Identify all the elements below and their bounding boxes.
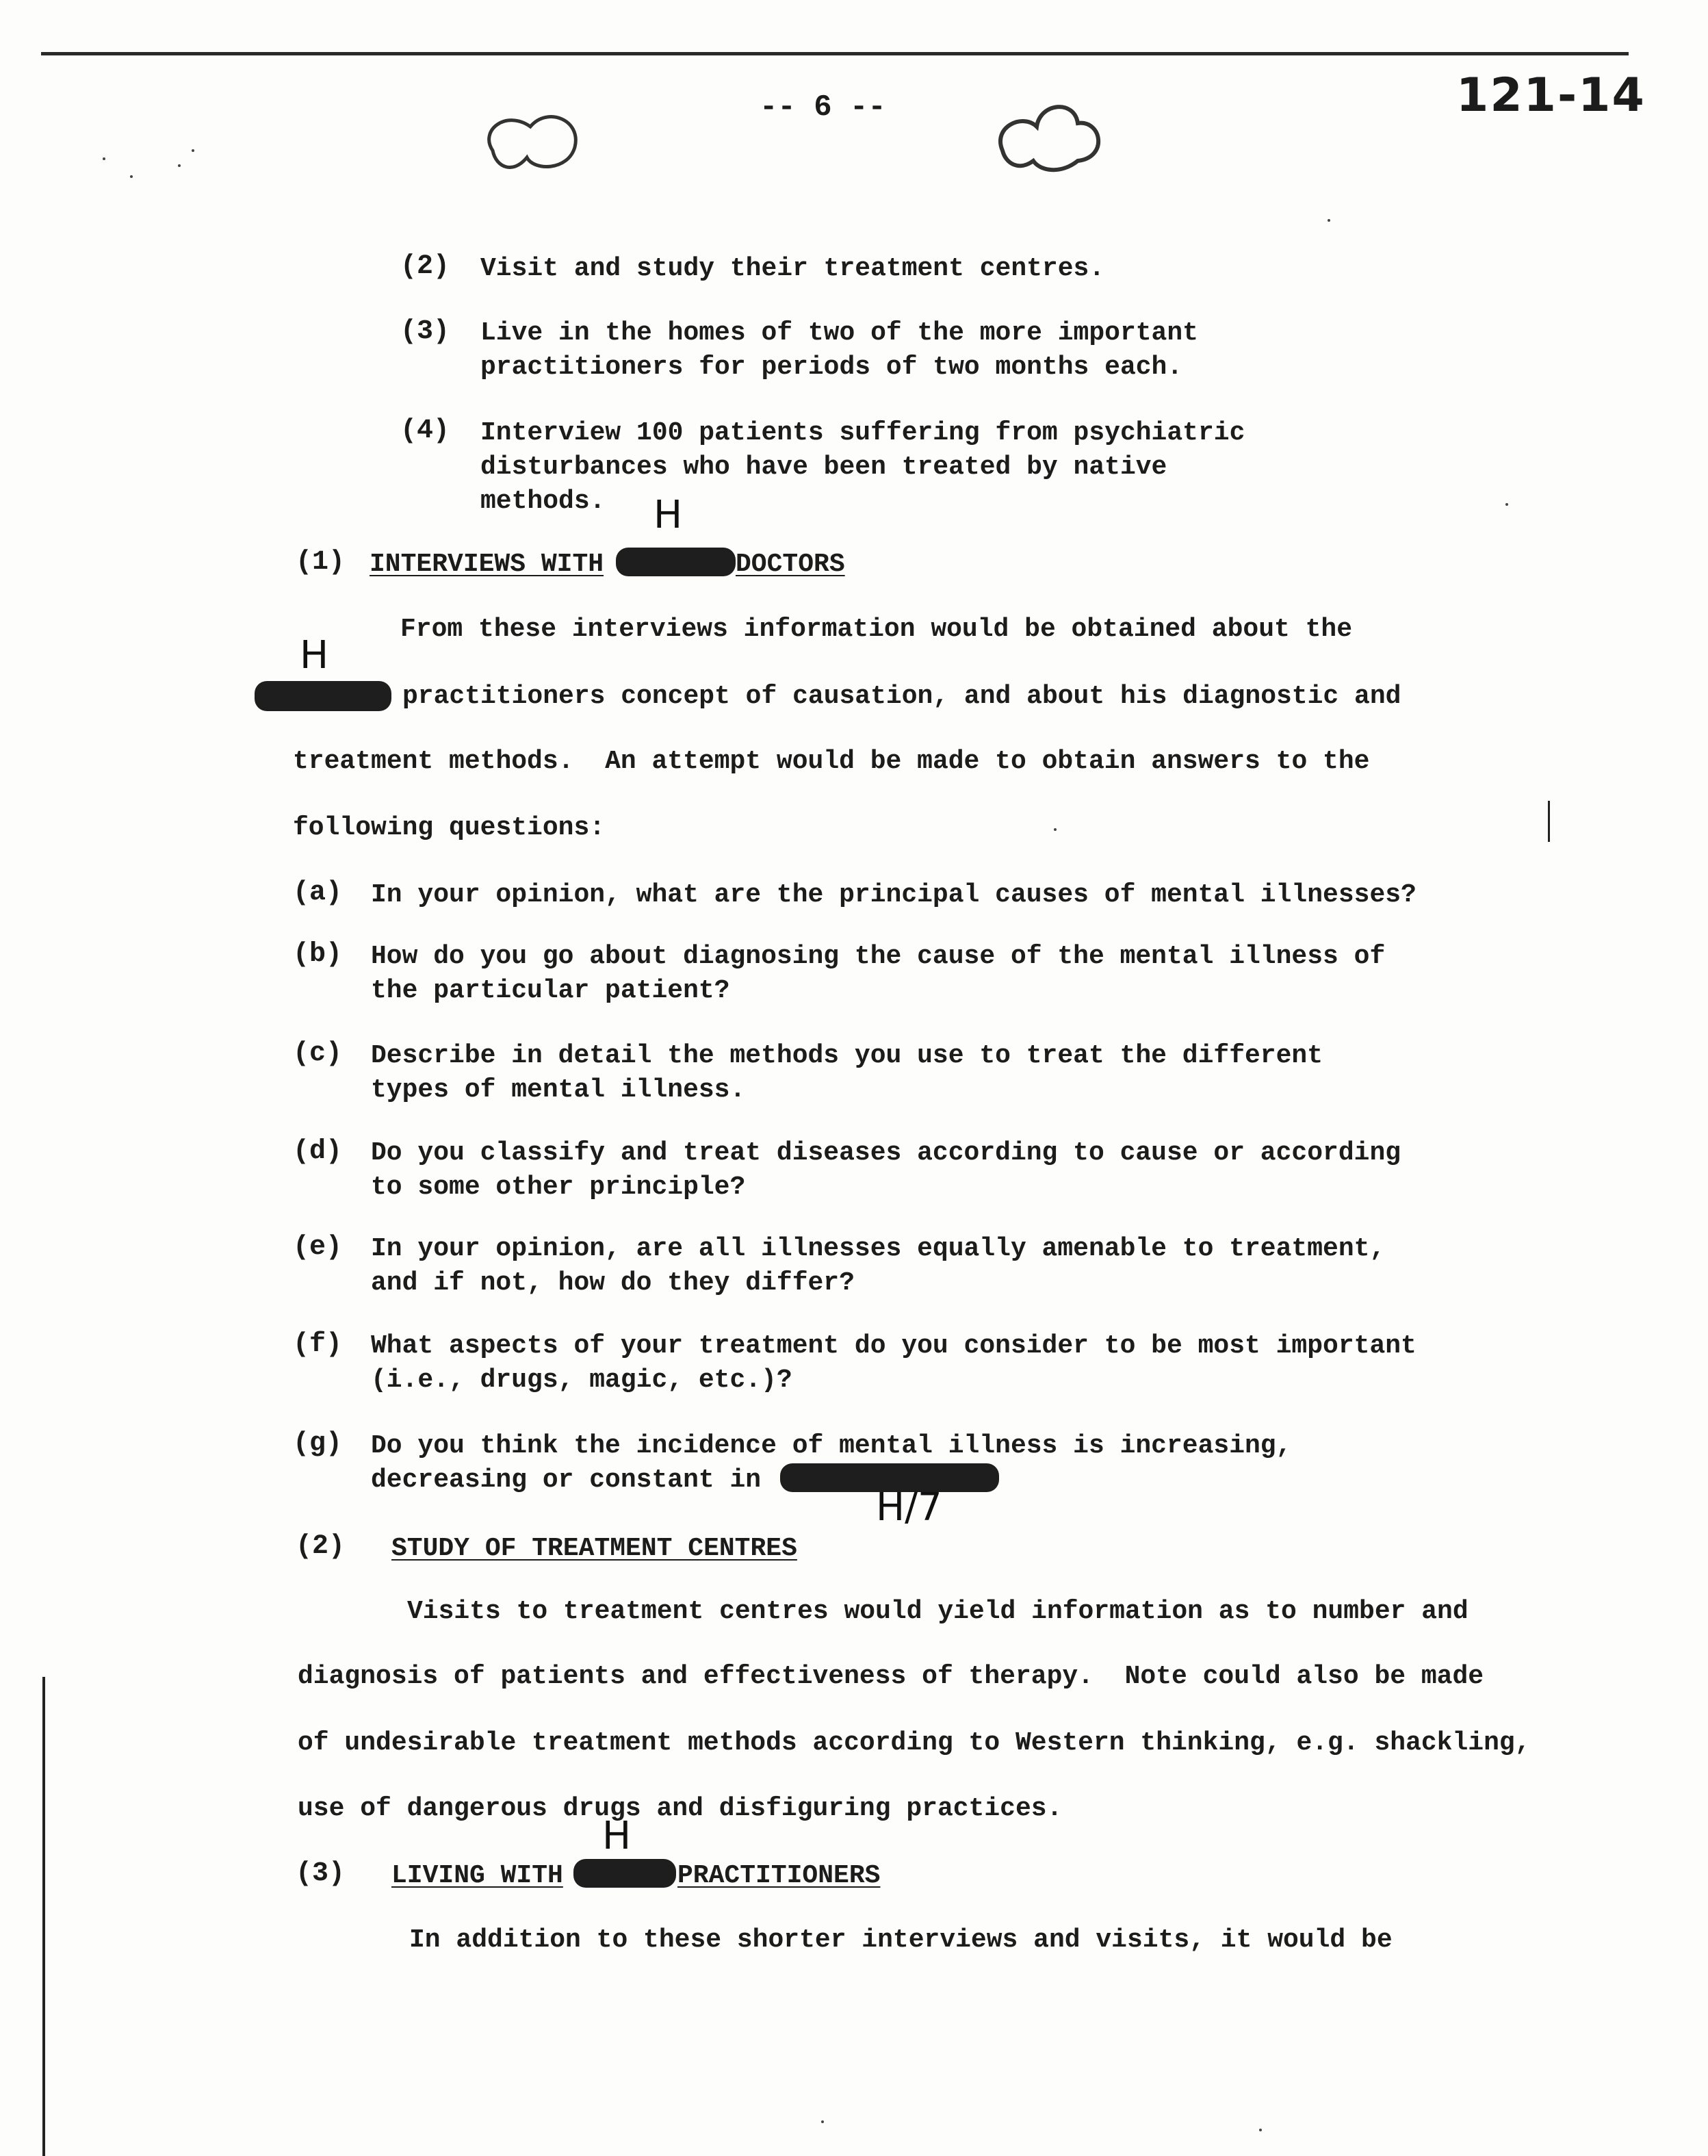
list-item-text: Live in the homes of two of the more important — [480, 318, 1198, 348]
paragraph-line: diagnosis of patients and effectiveness of therapy. Note could also be made — [298, 1662, 1484, 1691]
top-rule — [41, 52, 1629, 55]
list-item-text: practitioners for periods of two months each. — [480, 352, 1183, 382]
section-number: (1) — [296, 547, 346, 578]
section-number: (3) — [296, 1858, 346, 1889]
speck — [130, 175, 133, 178]
paragraph-line: of undesirable treatment methods according to Western thinking, e.g. shackling, — [298, 1728, 1531, 1758]
question-label: (d) — [293, 1136, 343, 1167]
question-label: (g) — [293, 1428, 343, 1459]
margin-mark — [1548, 801, 1550, 842]
paragraph-line: From these interviews information would be obtained about the — [400, 615, 1353, 644]
speck — [1054, 828, 1057, 831]
speck — [178, 164, 181, 167]
speck — [192, 149, 194, 152]
left-edge-rule — [42, 1677, 45, 2156]
page-number: -- 6 -- — [760, 90, 886, 125]
section-heading-part: PRACTITIONERS — [677, 1861, 881, 1890]
list-item-number: (2) — [400, 251, 450, 282]
section-heading-part: DOCTORS — [736, 550, 845, 579]
handwritten-folio-number: 121-14 — [1456, 68, 1646, 123]
section-heading: STUDY OF TREATMENT CENTRES — [391, 1534, 797, 1563]
list-item-text: disturbances who have been treated by native — [480, 452, 1167, 482]
question-text: In your opinion, are all illnesses equally amenable to treatment, — [371, 1234, 1386, 1263]
paragraph-line: use of dangerous drugs and disfiguring practices. — [298, 1794, 1063, 1823]
redaction-block — [573, 1859, 676, 1888]
redaction-block — [616, 548, 736, 576]
speck — [821, 2120, 824, 2123]
handwritten-mark: H — [602, 1814, 632, 1858]
question-text: Do you think the incidence of mental illness is increasing, — [371, 1431, 1292, 1461]
handwritten-mark: H — [654, 493, 683, 537]
question-label: (a) — [293, 877, 343, 908]
paragraph-line: practitioners concept of causation, and about his diagnostic and — [402, 682, 1401, 711]
question-text: types of mental illness. — [371, 1075, 746, 1105]
question-label: (f) — [293, 1329, 343, 1360]
paragraph-line: Visits to treatment centres would yield information as to number and — [407, 1597, 1468, 1626]
list-item-number: (3) — [400, 316, 450, 347]
handwritten-mark: H — [300, 633, 329, 678]
paragraph-line: treatment methods. An attempt would be made to obtain answers to the — [293, 747, 1370, 776]
punch-hole-mark-left — [479, 103, 588, 178]
speck — [1328, 219, 1330, 222]
question-text: the particular patient? — [371, 976, 730, 1005]
handwritten-mark: H/7 — [876, 1485, 942, 1530]
section-number: (2) — [296, 1531, 346, 1562]
list-item-number: (4) — [400, 415, 450, 446]
question-label: (b) — [293, 939, 343, 970]
question-text: and if not, how do they differ? — [371, 1268, 855, 1298]
section-heading-part: INTERVIEWS WITH — [370, 550, 604, 579]
question-text: decreasing or constant in — [371, 1465, 762, 1495]
paragraph-line: In addition to these shorter interviews and visits, it would be — [409, 1925, 1393, 1955]
paragraph-line: following questions: — [293, 813, 606, 843]
redaction-block — [255, 681, 391, 711]
question-text: (i.e., drugs, magic, etc.)? — [371, 1365, 792, 1395]
question-text: What aspects of your treatment do you consider to be most important — [371, 1331, 1416, 1361]
speck — [103, 157, 105, 160]
list-item-text: Interview 100 patients suffering from psychiatric — [480, 418, 1245, 448]
question-label: (e) — [293, 1232, 343, 1263]
list-item-text: methods. — [480, 487, 606, 516]
question-text: Do you classify and treat diseases according to cause or according — [371, 1138, 1401, 1168]
question-text: In your opinion, what are the principal causes of mental illnesses? — [371, 880, 1416, 910]
list-item-text: Visit and study their treatment centres. — [480, 254, 1105, 283]
punch-hole-mark-right — [992, 96, 1109, 175]
speck — [1505, 503, 1508, 506]
question-text: to some other principle? — [371, 1172, 746, 1202]
question-text: Describe in detail the methods you use to treat the different — [371, 1041, 1323, 1070]
question-label: (c) — [293, 1038, 343, 1069]
question-text: How do you go about diagnosing the cause of the mental illness of — [371, 942, 1386, 971]
section-heading-part: LIVING WITH — [391, 1861, 563, 1890]
speck — [1259, 2129, 1262, 2131]
